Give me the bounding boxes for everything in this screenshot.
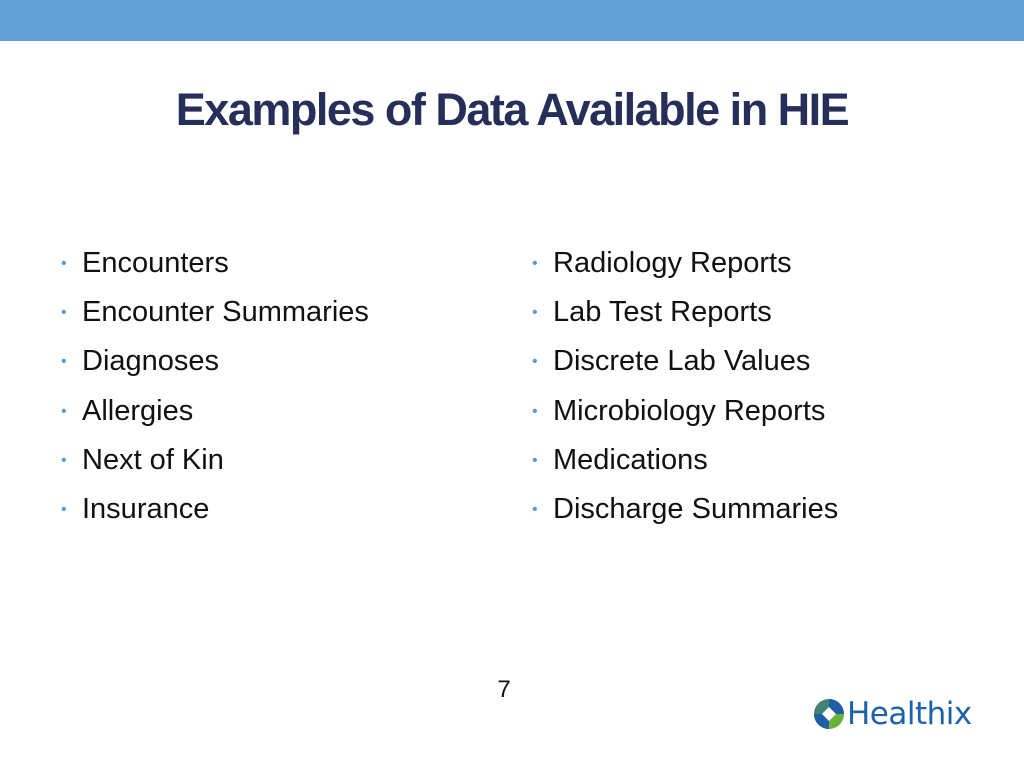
list-item	[531, 341, 838, 390]
list-item	[60, 489, 369, 538]
healthix-logo	[813, 694, 972, 734]
list-item	[531, 440, 838, 489]
list-item-label: Medications	[553, 443, 708, 476]
bullet-icon: •	[61, 451, 67, 469]
left-bullet-list	[60, 243, 369, 538]
list-item-label: Encounter Summaries	[82, 296, 369, 329]
list-item-label: Lab Test Reports	[553, 296, 772, 329]
bullet-icon: •	[532, 255, 538, 272]
list-item-label: Next of Kin	[82, 443, 224, 476]
list-item	[60, 391, 369, 440]
bullet-icon: •	[532, 500, 538, 518]
bullet-icon: •	[532, 353, 538, 371]
list-item-label: Discharge Summaries	[553, 492, 839, 525]
bullet-icon: •	[61, 255, 67, 272]
list-item	[60, 243, 369, 292]
bullet-icon: •	[61, 353, 67, 371]
list-item-label: Discrete Lab Values	[553, 345, 811, 378]
list-item	[531, 489, 838, 538]
slide-title: Examples of Data Available in HIE	[175, 84, 849, 135]
list-item-label: Encounters	[82, 247, 229, 279]
bullet-icon: •	[61, 402, 67, 420]
list-item	[531, 391, 838, 440]
list-item	[60, 440, 369, 489]
list-item	[60, 292, 369, 341]
bullet-icon: •	[532, 402, 538, 420]
list-item-label: Allergies	[82, 394, 194, 427]
list-item-label: Microbiology Reports	[553, 394, 826, 427]
bullet-icon: •	[61, 304, 67, 322]
healthix-logo-icon	[813, 698, 845, 730]
right-bullet-list	[531, 243, 838, 538]
list-item	[531, 243, 838, 292]
bullet-icon: •	[61, 500, 67, 518]
logo-wordmark: Healthix	[847, 696, 972, 732]
list-item	[60, 341, 369, 390]
list-item-label: Radiology Reports	[553, 247, 792, 279]
bullet-icon: •	[532, 304, 538, 322]
list-item	[531, 292, 838, 341]
list-item-label: Diagnoses	[82, 345, 220, 378]
list-item-label: Insurance	[82, 492, 210, 525]
page-number: 7	[497, 676, 511, 703]
top-accent-bar	[0, 0, 1024, 41]
bullet-icon: •	[532, 451, 538, 469]
